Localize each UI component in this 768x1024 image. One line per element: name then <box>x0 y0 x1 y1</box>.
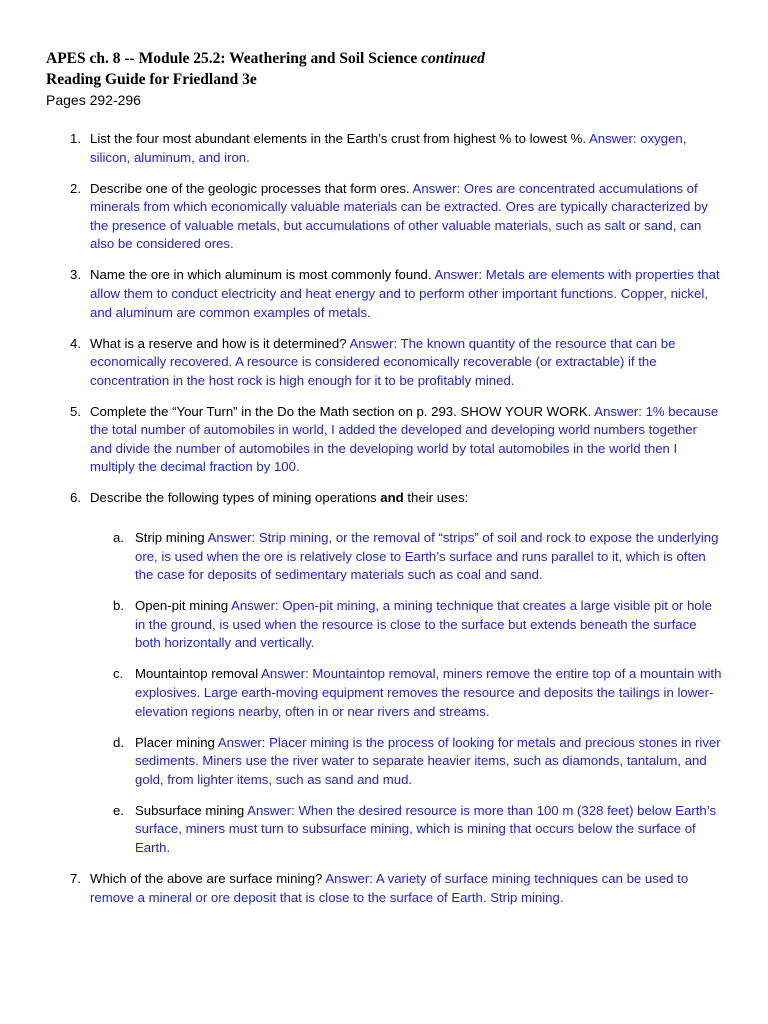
question-text-bold: and <box>380 490 404 506</box>
question-text: What is a reserve and how is it determined? <box>90 335 350 351</box>
title-italic: continued <box>421 50 485 67</box>
answer-text: Answer: When the desired resource is more than 100 m (328 feet) below Earth’s surface, miners must turn to subsurface mining, which is mining that occurs below the surface of Earth. <box>135 802 717 855</box>
subitem-e <box>46 802 722 858</box>
answer-text: Answer: The known quantity of the resource that can be economically recovered. A resource is considered economically recoverable (or extractable) if the concentration in the host rock is high enough for it to be profitably mined. <box>90 335 676 388</box>
answer-text: Answer: Open-pit mining, a mining technique that creates a large visible pit or hole in the ground, is used when the resource is close to the surface but extends beneath the surface both horizontally and vertically. <box>135 598 712 651</box>
question-text-end: their uses: <box>403 490 469 506</box>
question-text: List the four most abundant elements in the Earth’s crust from highest % to lowest %. <box>90 131 589 146</box>
subitem-text: Subsurface mining <box>135 802 248 818</box>
subitem-text: Strip mining <box>135 530 208 546</box>
subitem-d <box>46 734 722 790</box>
question-7 <box>46 870 722 907</box>
mining-types-list <box>46 529 722 857</box>
subitem-text: Mountaintop removal <box>135 666 262 682</box>
document-header <box>46 48 722 111</box>
question-text: Name the ore in which aluminum is most commonly found. <box>90 267 435 283</box>
question-text: Describe the following types of mining operations <box>90 490 381 506</box>
answer-text: Answer: Ores are concentrated accumulations of minerals from which economically valuable materials can be extracted. Ores are typically characterized by the presence of valuable metals, but accumulations of other valuable materials, such as salt or sand, can also be considered ores. <box>90 180 708 252</box>
document-title <box>46 48 722 69</box>
subitem-text: Placer mining <box>135 734 218 750</box>
question-number: 1. <box>70 131 81 146</box>
title-main: APES ch. 8 -- Module 25.2: Weathering and Soil Science <box>46 50 422 67</box>
question-2 <box>46 180 722 254</box>
question-list <box>46 130 722 907</box>
answer-text: Answer: A variety of surface mining techniques can be used to remove a mineral or ore deposit that is close to the surface of Earth. Strip mining. <box>90 870 689 905</box>
subitem-letter: a. <box>113 530 124 546</box>
question-3 <box>46 266 722 322</box>
answer-text: Answer: Metals are elements with properties that allow them to conduct electricity and heat energy and to perform other important functions. Copper, nickel, and aluminum are common examples of metals. <box>90 267 720 320</box>
subitem-letter: b. <box>113 598 124 614</box>
question-text: Complete the “Your Turn” in the Do the Math section on p. 293. SHOW YOUR WORK. <box>90 403 595 419</box>
question-text: Describe one of the geologic processes that form ores. <box>90 180 413 196</box>
subitem-a <box>46 529 722 585</box>
subitem-b <box>46 597 722 653</box>
question-6 <box>46 489 722 508</box>
answer-text: Answer: 1% because the total number of automobiles in world, I added the developed and developing world numbers together and divide the number of automobiles in the developing world by total automobiles in the world then I multiply the decimal fraction by 100. <box>90 403 719 475</box>
subitem-c <box>46 665 722 721</box>
page-range: Pages 292-296 <box>46 92 141 108</box>
question-number: 6. <box>70 490 81 506</box>
answer-text: Answer: oxygen, silicon, aluminum, and iron. <box>90 131 687 165</box>
question-text: Which of the above are surface mining? <box>90 870 326 886</box>
document-subtitle: Reading Guide for Friedland 3e <box>46 71 257 88</box>
question-1 <box>46 130 722 167</box>
question-4 <box>46 335 722 391</box>
subitem-letter: e. <box>113 802 124 818</box>
question-5 <box>46 403 722 477</box>
subitem-letter: c. <box>113 666 124 682</box>
question-number: 5. <box>70 403 81 419</box>
question-number: 4. <box>70 335 81 351</box>
subitem-text: Open-pit mining <box>135 598 232 614</box>
answer-text: Answer: Strip mining, or the removal of “strips” of soil and rock to expose the underlying ore, is used when the ore is relatively close to Earth’s surface and runs parallel to it, which is often the case for deposits of sedimentary materials such as coal and sand. <box>135 530 719 583</box>
subitem-letter: d. <box>113 734 124 750</box>
question-number: 3. <box>70 267 81 283</box>
question-number: 7. <box>70 870 81 886</box>
answer-text: Answer: Placer mining is the process of looking for metals and precious stones in river sediments. Miners use the river water to separate heavier items, such as diamonds, tantalum, and gold, from lighter items, such as sand and mud. <box>135 734 721 787</box>
answer-text: Answer: Mountaintop removal, miners remove the entire top of a mountain with explosives. Large earth-moving equipment removes the resource and deposits the tailings in lower-elevation regions nearby, often in or near rivers and streams. <box>135 666 722 719</box>
question-number: 2. <box>70 180 81 196</box>
